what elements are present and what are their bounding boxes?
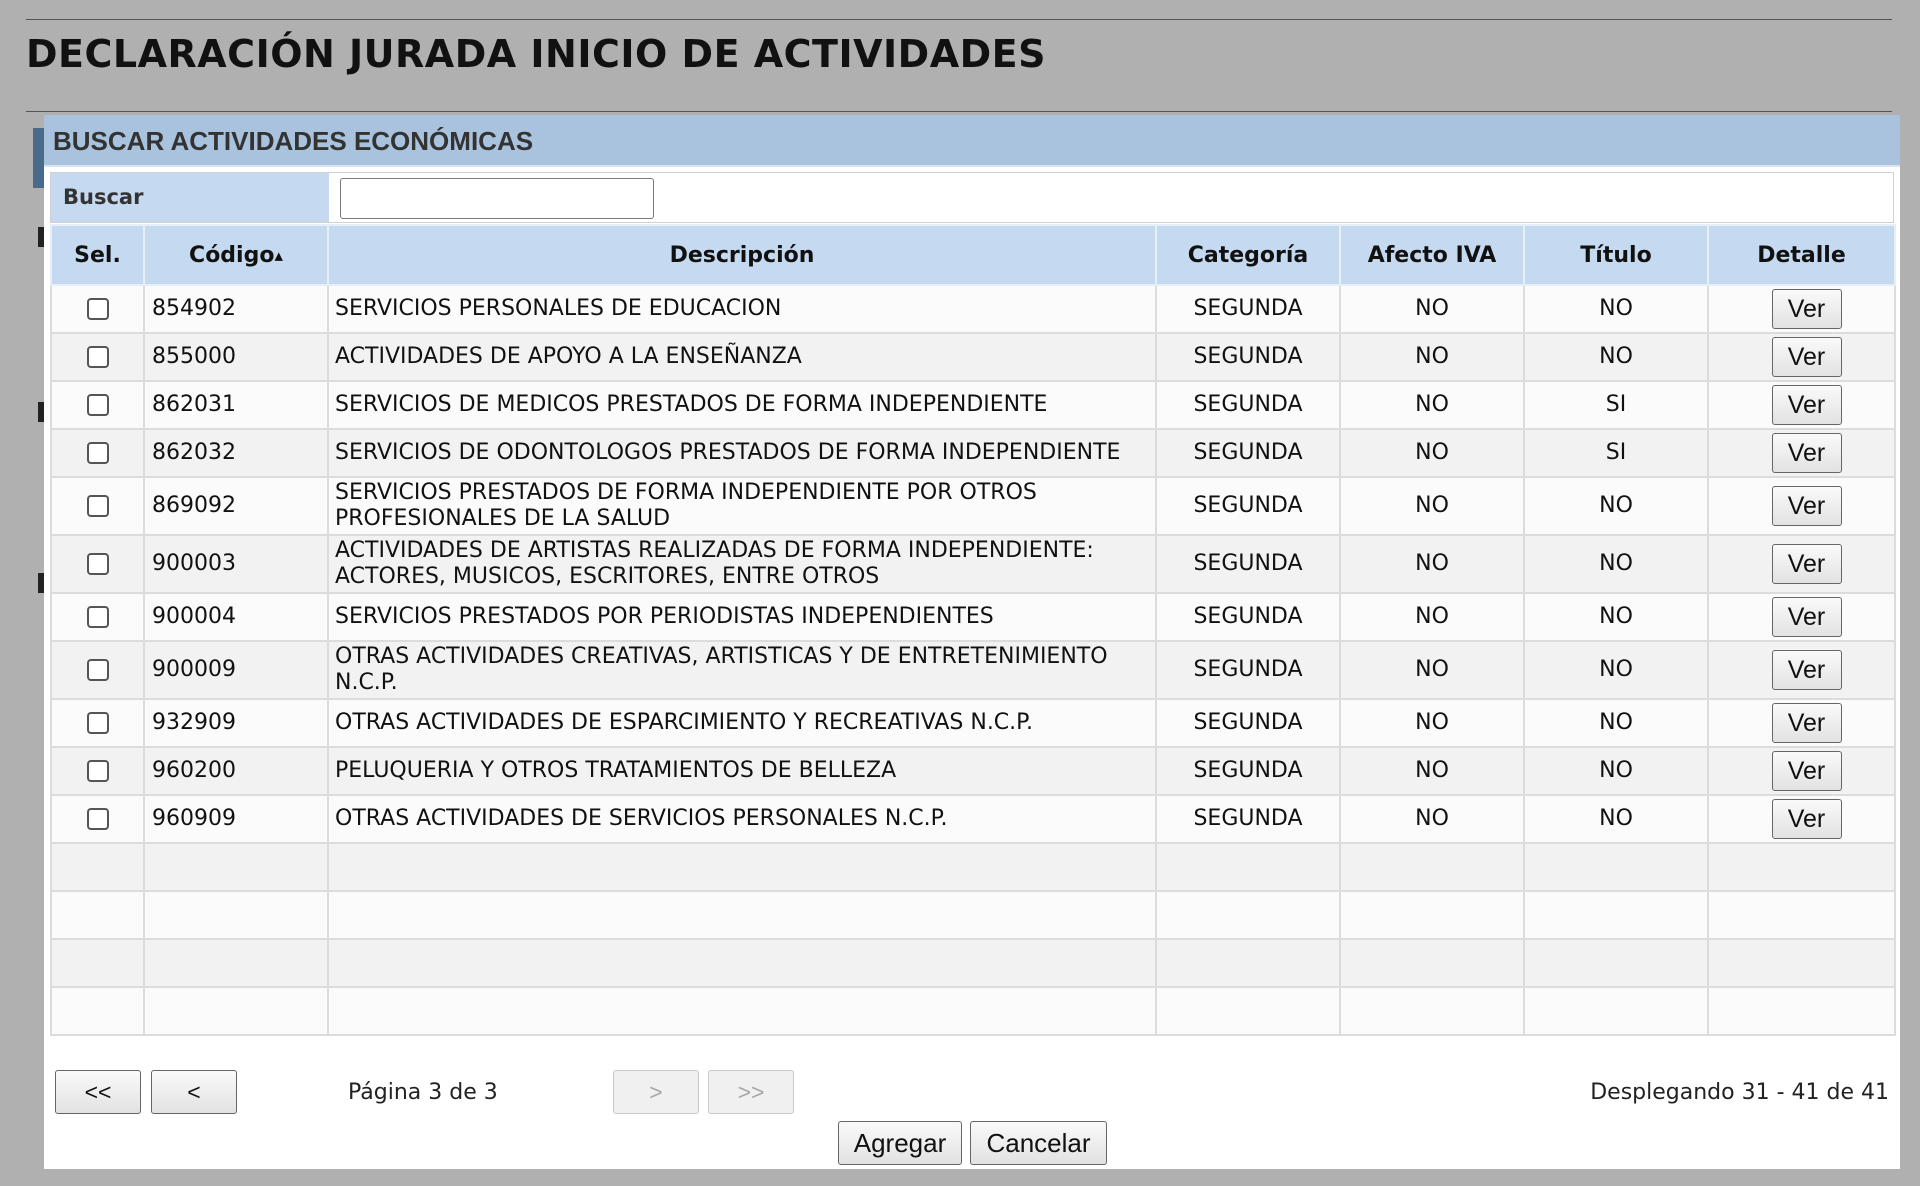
empty-cell — [51, 939, 144, 987]
empty-cell — [1156, 939, 1340, 987]
select-cell — [51, 429, 144, 477]
empty-cell — [1340, 939, 1524, 987]
afecto-iva-cell: NO — [1340, 477, 1524, 535]
row-select-checkbox[interactable] — [87, 712, 109, 734]
empty-cell — [328, 987, 1156, 1035]
detalle-cell — [1708, 381, 1895, 429]
detalle-cell — [1708, 641, 1895, 699]
table-row — [51, 333, 1895, 381]
empty-cell — [328, 843, 1156, 891]
column-header-categoria[interactable]: Categoría — [1156, 225, 1340, 285]
categoria-cell: SEGUNDA — [1156, 333, 1340, 381]
empty-cell — [1340, 891, 1524, 939]
table-row — [51, 535, 1895, 593]
afecto-iva-cell: NO — [1340, 593, 1524, 641]
column-header-afecto-iva[interactable]: Afecto IVA — [1340, 225, 1524, 285]
detalle-cell — [1708, 429, 1895, 477]
activities-grid — [50, 172, 1894, 1036]
empty-cell — [144, 891, 328, 939]
codigo-cell: 960200 — [144, 747, 328, 795]
titulo-cell: NO — [1524, 699, 1708, 747]
titulo-cell: SI — [1524, 381, 1708, 429]
codigo-cell: 862032 — [144, 429, 328, 477]
dialog-actions — [44, 1121, 1900, 1165]
descripcion-cell: SERVICIOS DE MEDICOS PRESTADOS DE FORMA INDEPENDIENTE — [328, 381, 1156, 429]
titulo-cell: SI — [1524, 429, 1708, 477]
categoria-cell: SEGUNDA — [1156, 641, 1340, 699]
select-cell — [51, 641, 144, 699]
empty-cell — [1156, 843, 1340, 891]
codigo-cell: 900003 — [144, 535, 328, 593]
categoria-cell: SEGUNDA — [1156, 477, 1340, 535]
column-header-detalle: Detalle — [1708, 225, 1895, 285]
empty-cell — [1156, 987, 1340, 1035]
dialog-title: BUSCAR ACTIVIDADES ECONÓMICAS — [53, 126, 534, 156]
column-header-sel[interactable]: Sel. — [51, 225, 144, 285]
empty-table-row — [51, 843, 1895, 891]
empty-cell — [144, 843, 328, 891]
sort-ascending-icon: ▲ — [274, 249, 283, 262]
categoria-cell: SEGUNDA — [1156, 285, 1340, 333]
search-activities-dialog — [44, 115, 1900, 1169]
descripcion-cell: OTRAS ACTIVIDADES DE SERVICIOS PERSONALES N.C.P. — [328, 795, 1156, 843]
search-cell — [331, 173, 1893, 222]
titulo-cell: NO — [1524, 593, 1708, 641]
detalle-cell — [1708, 699, 1895, 747]
table-row — [51, 477, 1895, 535]
last-page-button[interactable]: >> — [708, 1070, 794, 1114]
empty-cell — [51, 987, 144, 1035]
titulo-cell: NO — [1524, 795, 1708, 843]
descripcion-cell: SERVICIOS PRESTADOS DE FORMA INDEPENDIENTE POR OTROS PROFESIONALES DE LA SALUD — [328, 477, 1156, 535]
detalle-cell — [1708, 795, 1895, 843]
titulo-cell: NO — [1524, 747, 1708, 795]
empty-table-row — [51, 891, 1895, 939]
search-label: Buscar — [51, 173, 331, 222]
column-header-codigo[interactable]: Código▲ — [144, 225, 328, 285]
activities-table — [50, 224, 1896, 1036]
empty-cell — [51, 843, 144, 891]
empty-cell — [1524, 987, 1708, 1035]
codigo-cell: 855000 — [144, 333, 328, 381]
empty-table-row — [51, 987, 1895, 1035]
afecto-iva-cell: NO — [1340, 429, 1524, 477]
select-cell — [51, 535, 144, 593]
table-row — [51, 795, 1895, 843]
table-row — [51, 747, 1895, 795]
table-row — [51, 285, 1895, 333]
row-select-checkbox[interactable] — [87, 394, 109, 416]
view-detail-button[interactable]: Ver — [1772, 799, 1842, 839]
titulo-cell: NO — [1524, 641, 1708, 699]
view-detail-button[interactable]: Ver — [1772, 751, 1842, 791]
afecto-iva-cell: NO — [1340, 381, 1524, 429]
categoria-cell: SEGUNDA — [1156, 747, 1340, 795]
view-detail-button[interactable]: Ver — [1772, 544, 1842, 584]
categoria-cell: SEGUNDA — [1156, 535, 1340, 593]
view-detail-button[interactable]: Ver — [1772, 486, 1842, 526]
table-row — [51, 641, 1895, 699]
codigo-cell: 900004 — [144, 593, 328, 641]
table-row — [51, 593, 1895, 641]
titulo-cell: NO — [1524, 285, 1708, 333]
empty-cell — [1340, 987, 1524, 1035]
detalle-cell — [1708, 747, 1895, 795]
page-title: DECLARACIÓN JURADA INICIO DE ACTIVIDADES — [26, 32, 1046, 76]
table-body — [51, 285, 1895, 1035]
empty-cell — [1156, 891, 1340, 939]
select-cell — [51, 795, 144, 843]
afecto-iva-cell: NO — [1340, 535, 1524, 593]
view-detail-button[interactable]: Ver — [1772, 433, 1842, 473]
view-detail-button[interactable]: Ver — [1772, 337, 1842, 377]
afecto-iva-cell: NO — [1340, 641, 1524, 699]
descripcion-cell: PELUQUERIA Y OTROS TRATAMIENTOS DE BELLEZA — [328, 747, 1156, 795]
select-cell — [51, 699, 144, 747]
detalle-cell — [1708, 477, 1895, 535]
codigo-cell: 960909 — [144, 795, 328, 843]
display-range-info: Desplegando 31 - 41 de 41 — [1590, 1080, 1889, 1105]
table-row — [51, 429, 1895, 477]
afecto-iva-cell: NO — [1340, 747, 1524, 795]
view-detail-button[interactable]: Ver — [1772, 385, 1842, 425]
afecto-iva-cell: NO — [1340, 795, 1524, 843]
titulo-cell: NO — [1524, 477, 1708, 535]
descripcion-cell: SERVICIOS PRESTADOS POR PERIODISTAS INDEPENDIENTES — [328, 593, 1156, 641]
afecto-iva-cell: NO — [1340, 699, 1524, 747]
dialog-header — [44, 115, 1900, 167]
categoria-cell: SEGUNDA — [1156, 429, 1340, 477]
previous-page-button[interactable]: < — [151, 1070, 237, 1114]
descripcion-cell: SERVICIOS PERSONALES DE EDUCACION — [328, 285, 1156, 333]
empty-table-row — [51, 939, 1895, 987]
empty-cell — [144, 987, 328, 1035]
top-divider — [26, 19, 1892, 20]
empty-cell — [144, 939, 328, 987]
empty-cell — [1708, 939, 1895, 987]
descripcion-cell: OTRAS ACTIVIDADES DE ESPARCIMIENTO Y RECREATIVAS N.C.P. — [328, 699, 1156, 747]
empty-cell — [1708, 987, 1895, 1035]
afecto-iva-cell: NO — [1340, 285, 1524, 333]
categoria-cell: SEGUNDA — [1156, 593, 1340, 641]
row-select-checkbox[interactable] — [87, 298, 109, 320]
codigo-cell: 932909 — [144, 699, 328, 747]
row-select-checkbox[interactable] — [87, 659, 109, 681]
codigo-cell: 900009 — [144, 641, 328, 699]
select-cell — [51, 747, 144, 795]
column-header-descripcion[interactable]: Descripción — [328, 225, 1156, 285]
empty-cell — [1708, 843, 1895, 891]
codigo-cell: 869092 — [144, 477, 328, 535]
row-select-checkbox[interactable] — [87, 808, 109, 830]
empty-cell — [51, 891, 144, 939]
select-cell — [51, 593, 144, 641]
afecto-iva-cell: NO — [1340, 333, 1524, 381]
select-cell — [51, 285, 144, 333]
descripcion-cell: ACTIVIDADES DE APOYO A LA ENSEÑANZA — [328, 333, 1156, 381]
view-detail-button[interactable]: Ver — [1772, 650, 1842, 690]
title-divider — [26, 111, 1892, 112]
view-detail-button[interactable]: Ver — [1772, 597, 1842, 637]
column-header-titulo[interactable]: Título — [1524, 225, 1708, 285]
empty-cell — [1340, 843, 1524, 891]
detalle-cell — [1708, 285, 1895, 333]
row-select-checkbox[interactable] — [87, 495, 109, 517]
add-button[interactable]: Agregar — [838, 1121, 962, 1165]
row-select-checkbox[interactable] — [87, 442, 109, 464]
detalle-cell — [1708, 333, 1895, 381]
titulo-cell: NO — [1524, 333, 1708, 381]
empty-cell — [1708, 891, 1895, 939]
empty-cell — [328, 939, 1156, 987]
categoria-cell: SEGUNDA — [1156, 381, 1340, 429]
row-select-checkbox[interactable] — [87, 346, 109, 368]
view-detail-button[interactable]: Ver — [1772, 289, 1842, 329]
select-cell — [51, 333, 144, 381]
categoria-cell: SEGUNDA — [1156, 699, 1340, 747]
empty-cell — [328, 891, 1156, 939]
table-header-row — [51, 225, 1895, 285]
pagination — [55, 1070, 1889, 1115]
table-row — [51, 381, 1895, 429]
first-page-button[interactable]: << — [55, 1070, 141, 1114]
view-detail-button[interactable]: Ver — [1772, 703, 1842, 743]
select-cell — [51, 477, 144, 535]
detalle-cell — [1708, 593, 1895, 641]
codigo-cell: 862031 — [144, 381, 328, 429]
descripcion-cell: OTRAS ACTIVIDADES CREATIVAS, ARTISTICAS Y DE ENTRETENIMIENTO N.C.P. — [328, 641, 1156, 699]
page-info: Página 3 de 3 — [348, 1080, 498, 1105]
titulo-cell: NO — [1524, 535, 1708, 593]
descripcion-cell: SERVICIOS DE ODONTOLOGOS PRESTADOS DE FORMA INDEPENDIENTE — [328, 429, 1156, 477]
codigo-cell: 854902 — [144, 285, 328, 333]
cancel-button[interactable]: Cancelar — [970, 1121, 1107, 1165]
descripcion-cell: ACTIVIDADES DE ARTISTAS REALIZADAS DE FORMA INDEPENDIENTE: ACTORES, MUSICOS, ESCRITORES, ENTRE OTROS — [328, 535, 1156, 593]
empty-cell — [1524, 843, 1708, 891]
search-input[interactable] — [340, 178, 654, 219]
categoria-cell: SEGUNDA — [1156, 795, 1340, 843]
table-row — [51, 699, 1895, 747]
select-cell — [51, 381, 144, 429]
empty-cell — [1524, 891, 1708, 939]
search-row — [50, 172, 1894, 223]
empty-cell — [1524, 939, 1708, 987]
row-select-checkbox[interactable] — [87, 606, 109, 628]
row-select-checkbox[interactable] — [87, 760, 109, 782]
row-select-checkbox[interactable] — [87, 553, 109, 575]
detalle-cell — [1708, 535, 1895, 593]
next-page-button[interactable]: > — [613, 1070, 699, 1114]
